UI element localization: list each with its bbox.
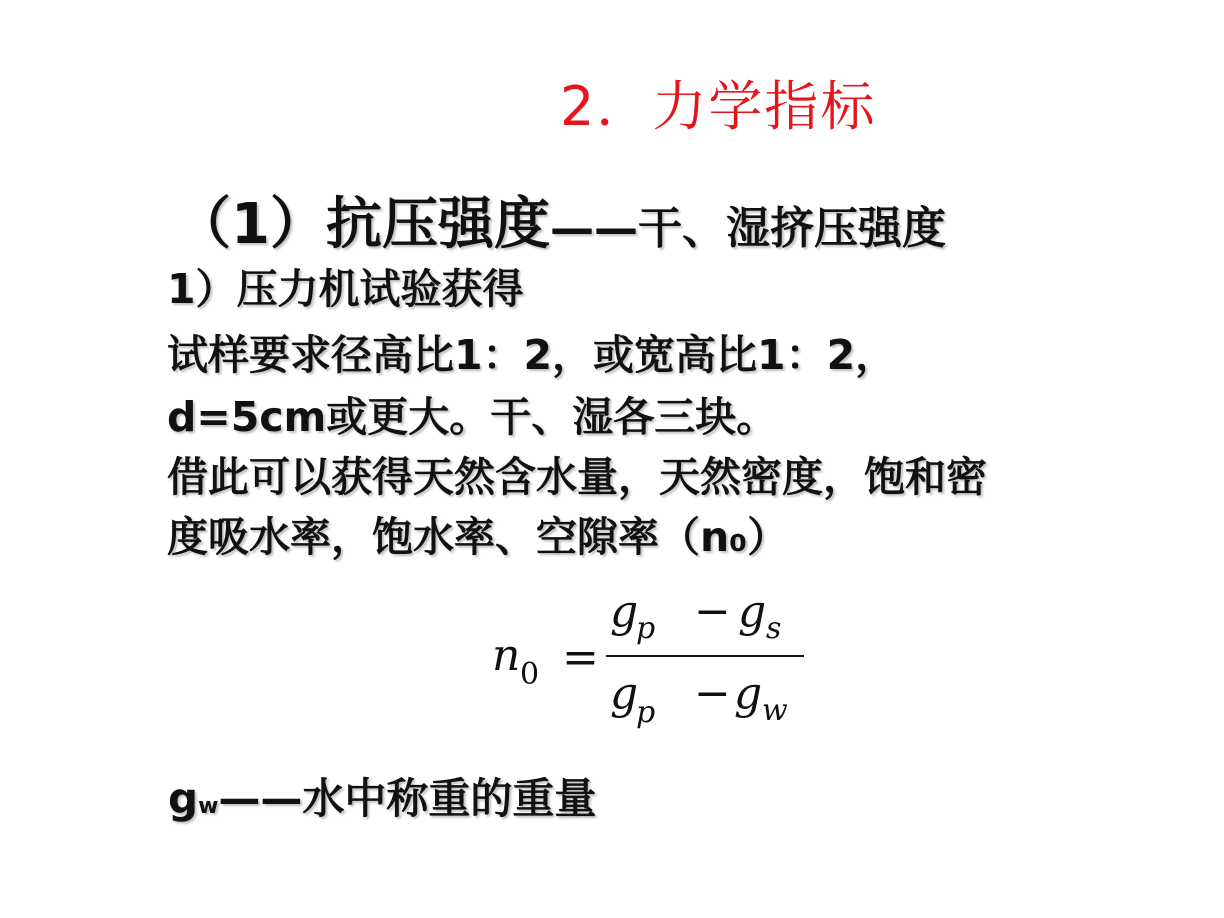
- body-line-2: 试样要求径高比1：2，或宽高比1：2，: [167, 331, 897, 379]
- slide-title: 2．力学指标: [560, 75, 877, 138]
- formula-den-a-sub: p: [636, 695, 656, 730]
- body-line-1: 1）压力机试验获得: [167, 265, 524, 313]
- formula-lhs-var: n: [492, 630, 521, 681]
- formula-den-b: g: [734, 668, 763, 719]
- section-heading-main: （1）抗压强度: [175, 192, 550, 257]
- formula-num-a-sub: p: [636, 611, 656, 646]
- porosity-formula: [486, 586, 816, 746]
- footer-text: ——水中称重的重量: [218, 774, 597, 823]
- footer-definition: [168, 766, 596, 826]
- formula-num-a: g: [610, 586, 639, 637]
- body-line-5: 度吸水率，饱水率、空隙率（n₀）: [167, 513, 789, 561]
- porosity-formula-svg: [486, 586, 816, 746]
- formula-equals: =: [562, 632, 599, 683]
- body-line-3: d=5cm或更大。干、湿各三块。: [167, 393, 778, 441]
- body-line-4: 借此可以获得天然含水量，天然密度，饱和密: [167, 453, 987, 501]
- formula-den-minus: −: [694, 668, 731, 719]
- formula-den-a: g: [610, 668, 639, 719]
- footer-var: g: [168, 774, 199, 823]
- formula-num-minus: −: [694, 586, 731, 637]
- formula-lhs-sub: 0: [520, 657, 540, 692]
- formula-num-b: g: [738, 586, 767, 637]
- footer-var-sub: w: [198, 794, 219, 819]
- section-heading-sub: ——干、湿挤压强度: [549, 203, 946, 254]
- formula-den-b-sub: w: [762, 693, 788, 728]
- section-heading: [175, 180, 946, 260]
- formula-num-b-sub: s: [766, 611, 782, 646]
